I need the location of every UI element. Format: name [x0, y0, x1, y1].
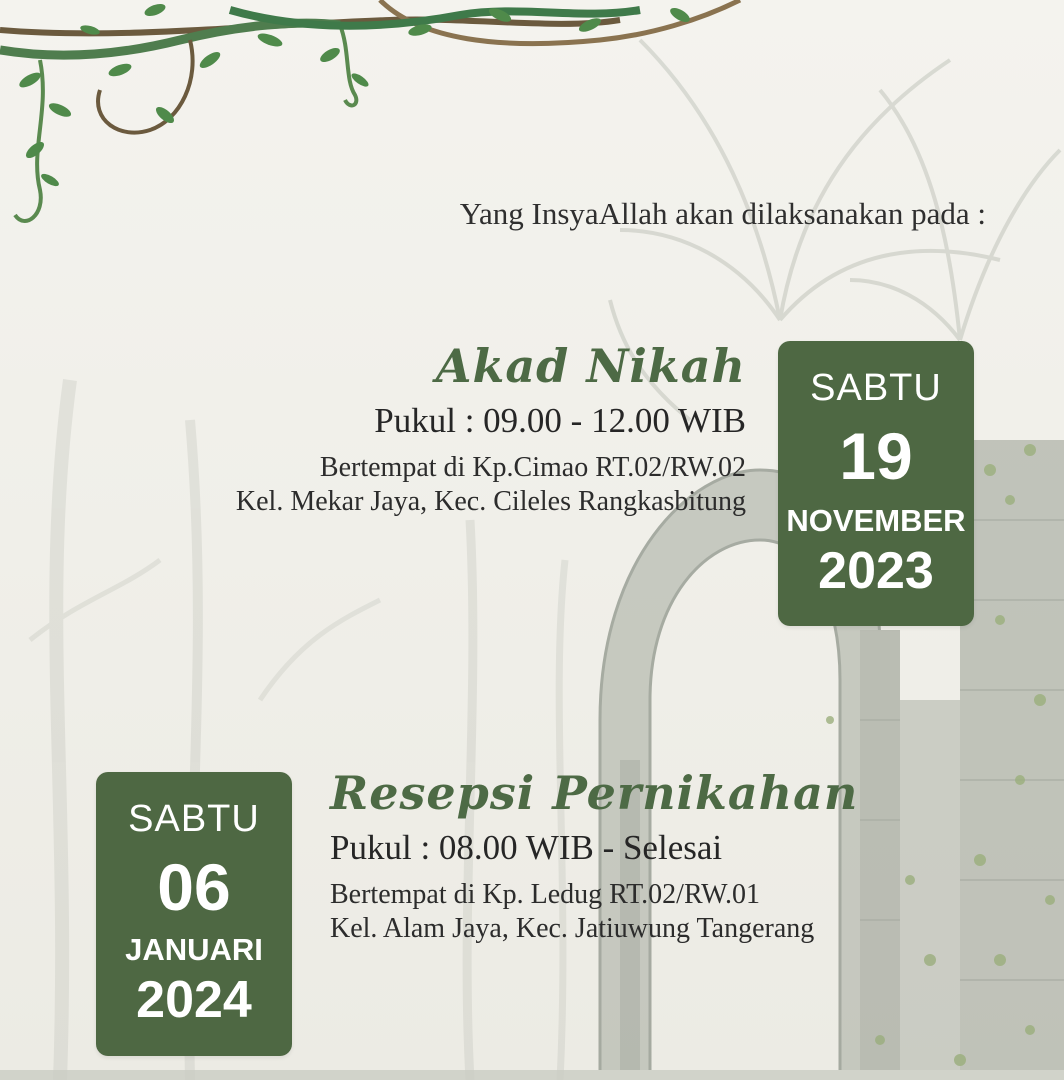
intro-text: Yang InsyaAllah akan dilaksanakan pada :: [459, 196, 986, 231]
resepsi-address: [330, 878, 858, 946]
resepsi-date-month: JANUARI: [125, 932, 263, 967]
resepsi-date-badge: [96, 772, 292, 1056]
resepsi-date-day: SABTU: [128, 798, 260, 840]
resepsi-time: Pukul : 08.00 WIB - Selesai: [330, 828, 723, 867]
akad-date-year: 2023: [818, 542, 934, 600]
resepsi-address-line1: Bertempat di Kp. Ledug RT.02/RW.01: [330, 879, 760, 910]
akad-date-day: SABTU: [810, 367, 942, 409]
akad-address: [236, 451, 746, 519]
akad-date-month: NOVEMBER: [786, 503, 966, 538]
resepsi-section: [330, 766, 859, 946]
resepsi-address-line2: Kel. Alam Jaya, Kec. Jatiuwung Tangerang: [330, 913, 815, 944]
akad-address-line1: Bertempat di Kp.Cimao RT.02/RW.02: [319, 452, 746, 483]
akad-nikah-section: [235, 339, 746, 519]
resepsi-date-number: 06: [157, 850, 231, 924]
akad-date-badge: [778, 341, 974, 626]
akad-date-number: 19: [839, 419, 913, 493]
resepsi-title: Resepsi Pernikahan: [330, 766, 859, 820]
resepsi-date-year: 2024: [136, 971, 252, 1029]
akad-title: Akad Nikah: [435, 339, 746, 393]
akad-address-line2: Kel. Mekar Jaya, Kec. Cileles Rangkasbitung: [235, 486, 746, 517]
akad-time: Pukul : 09.00 - 12.00 WIB: [374, 401, 746, 440]
